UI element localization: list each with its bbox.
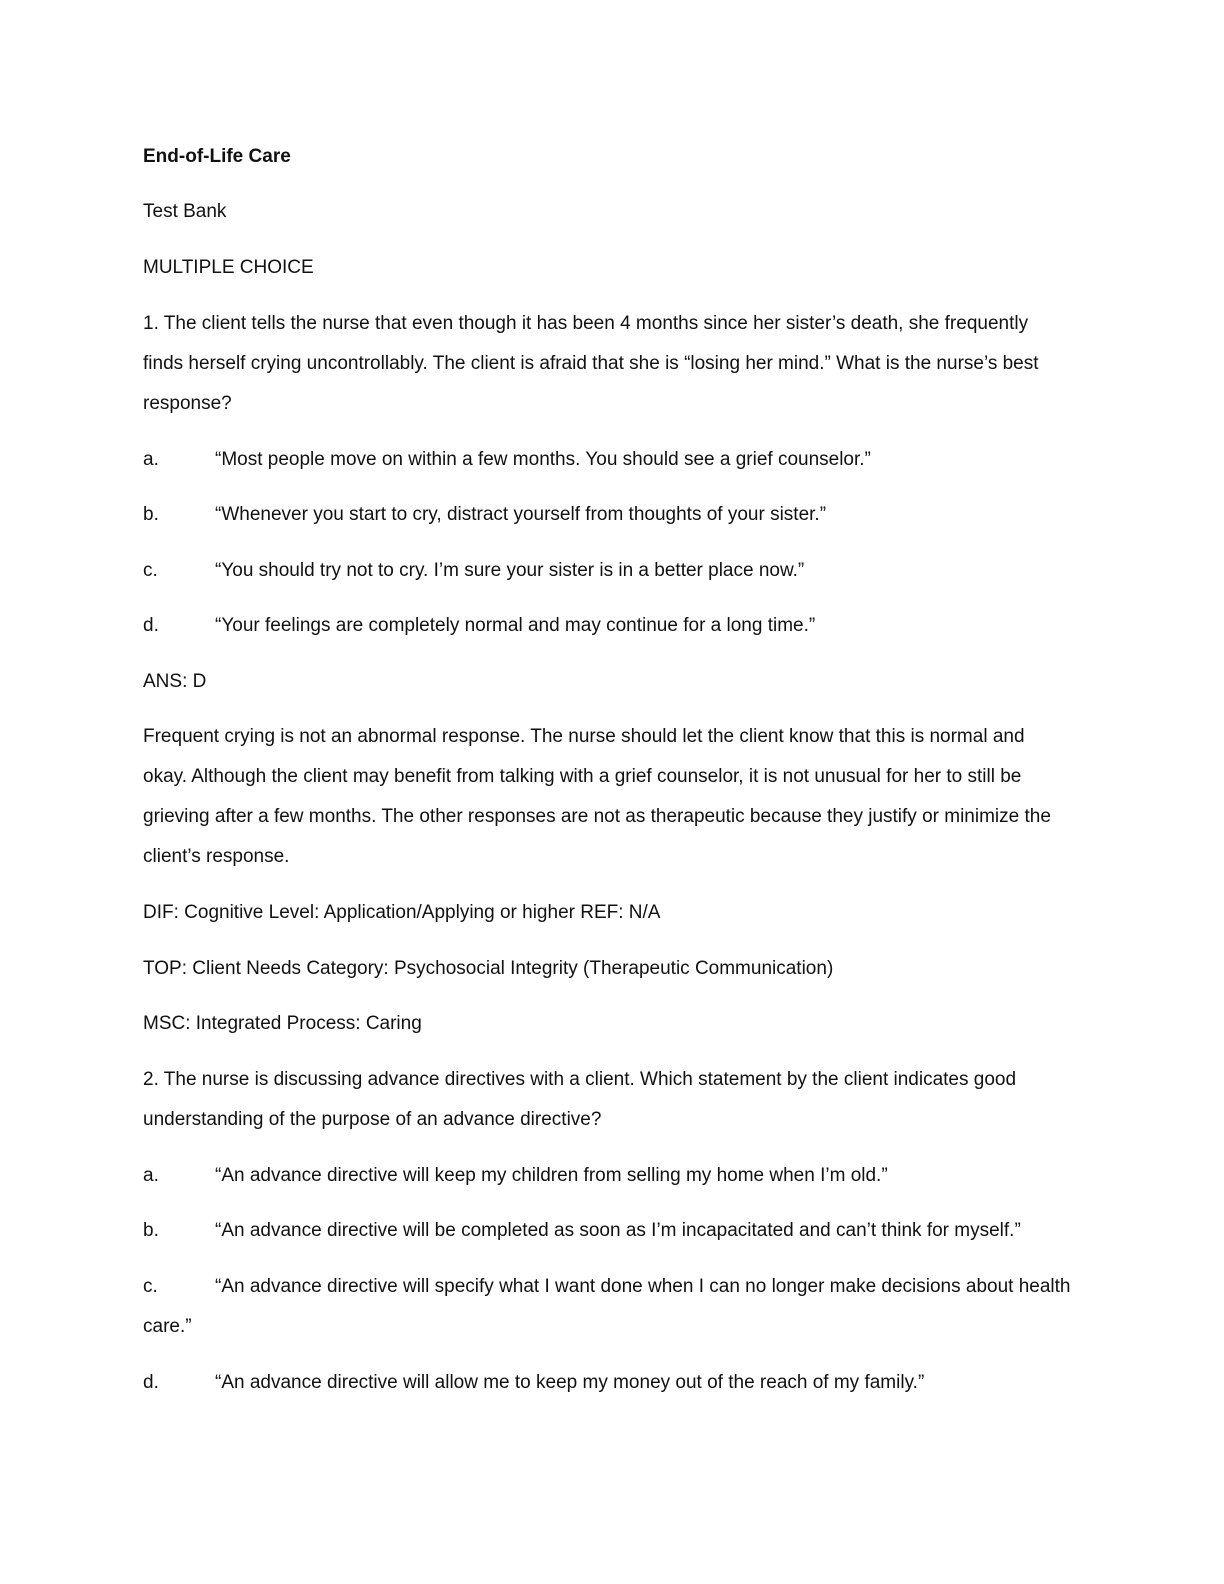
question-1-rationale: Frequent crying is not an abnormal response. The nurse should let the client know that this is normal and okay. Although the client may benefit from talking with a grief counselor, it is not unusual for her to still be grieving after a few months. The other responses are not as therapeutic because they justify or minimize the client’s response. bbox=[143, 726, 1051, 867]
option-letter: d. bbox=[143, 1372, 159, 1393]
question-1-option-c bbox=[143, 551, 1073, 591]
option-letter: b. bbox=[143, 1220, 159, 1241]
question-2-option-d bbox=[143, 1363, 1073, 1403]
question-2-option-b bbox=[143, 1211, 1073, 1251]
question-1-msc: MSC: Integrated Process: Caring bbox=[143, 1013, 422, 1034]
option-text: “You should try not to cry. I’m sure your sister is in a better place now.” bbox=[215, 560, 805, 581]
question-2-option-c bbox=[143, 1267, 1073, 1347]
option-text: “An advance directive will keep my children from selling my home when I’m old.” bbox=[215, 1165, 888, 1186]
option-text: “Most people move on within a few months. You should see a grief counselor.” bbox=[215, 449, 871, 470]
option-text: “Whenever you start to cry, distract yourself from thoughts of your sister.” bbox=[215, 504, 827, 525]
question-1-answer: ANS: D bbox=[143, 671, 207, 692]
option-text: “An advance directive will specify what I want done when I can no longer make decisions about health care.” bbox=[143, 1276, 1071, 1337]
option-text: “Your feelings are completely normal and may continue for a long time.” bbox=[215, 615, 816, 636]
question-1-option-d bbox=[143, 606, 1073, 646]
question-1-option-b bbox=[143, 495, 1073, 535]
option-letter: b. bbox=[143, 504, 159, 525]
option-letter: d. bbox=[143, 615, 159, 636]
option-letter: a. bbox=[143, 1165, 159, 1186]
question-1-option-a bbox=[143, 440, 1073, 480]
document-title: End-of-Life Care bbox=[143, 146, 291, 167]
section-heading: MULTIPLE CHOICE bbox=[143, 257, 314, 278]
option-letter: c. bbox=[143, 560, 158, 581]
question-2-stem: 2. The nurse is discussing advance directives with a client. Which statement by the client indicates good understanding of the purpose of an advance directive? bbox=[143, 1069, 1017, 1130]
question-1-stem: 1. The client tells the nurse that even though it has been 4 months since her sister’s death, she frequently finds herself crying uncontrollably. The client is afraid that she is “losing her mind.” What is the nurse’s best response? bbox=[143, 313, 1039, 414]
option-text: “An advance directive will allow me to keep my money out of the reach of my family.” bbox=[215, 1372, 925, 1393]
option-text: “An advance directive will be completed as soon as I’m incapacitated and can’t think for myself.” bbox=[215, 1220, 1021, 1241]
question-1-topic: TOP: Client Needs Category: Psychosocial Integrity (Therapeutic Communication) bbox=[143, 958, 834, 979]
option-letter: c. bbox=[143, 1276, 158, 1297]
option-letter: a. bbox=[143, 449, 159, 470]
question-2-option-a bbox=[143, 1156, 1073, 1196]
document-subtitle: Test Bank bbox=[143, 201, 227, 222]
question-1-difficulty: DIF: Cognitive Level: Application/Applying or higher REF: N/A bbox=[143, 902, 661, 923]
